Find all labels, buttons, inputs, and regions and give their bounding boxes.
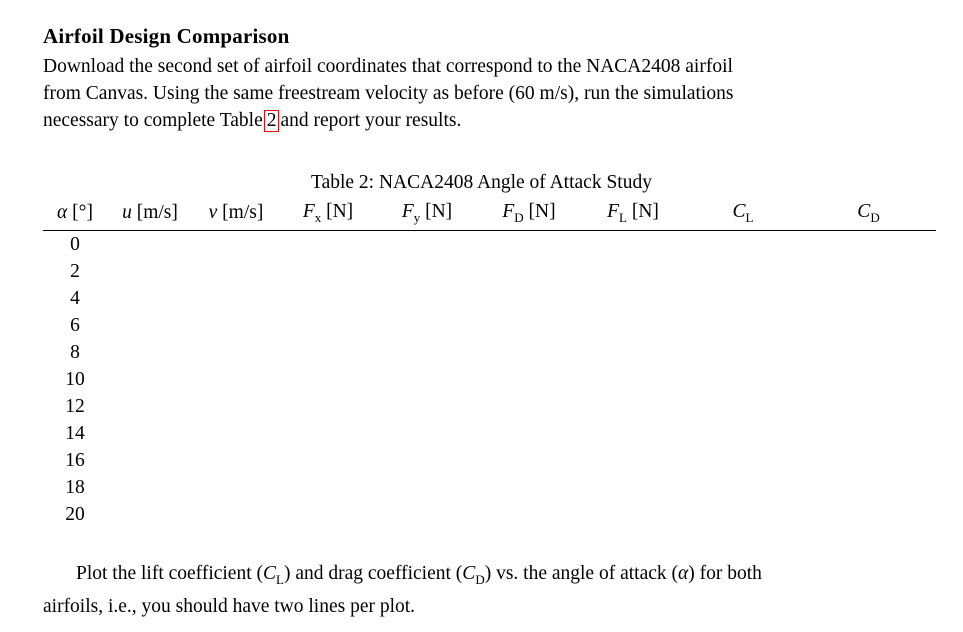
empty-result-cell bbox=[581, 447, 685, 474]
empty-result-cell bbox=[279, 474, 377, 501]
alpha-value-cell: 8 bbox=[70, 342, 80, 363]
empty-result-cell bbox=[581, 474, 685, 501]
header-cl: $C_L$ bbox=[732, 200, 754, 225]
intro-line-2-text: from Canvas. Using the same freestream velocity as before (60 m/s), run the simulations bbox=[43, 83, 734, 104]
empty-result-cell bbox=[377, 447, 477, 474]
empty-result-cell bbox=[685, 474, 801, 501]
empty-result-cell bbox=[279, 258, 377, 285]
table-row bbox=[43, 312, 936, 339]
empty-result-cell bbox=[193, 420, 279, 447]
empty-result-cell bbox=[685, 285, 801, 312]
angle-of-attack-table bbox=[43, 200, 936, 528]
closing-paragraph bbox=[43, 560, 923, 620]
empty-result-cell bbox=[477, 420, 581, 447]
intro-line-1-text: Download the second set of airfoil coordinates that correspond to the NACA2408 airfoil bbox=[43, 56, 733, 77]
empty-result-cell bbox=[477, 231, 581, 259]
header-fy: $F_y$ [N] bbox=[401, 200, 453, 225]
table-caption bbox=[0, 172, 963, 194]
alpha-value-cell: 6 bbox=[70, 315, 80, 336]
alpha-value-cell: 2 bbox=[70, 261, 80, 282]
section-title: Airfoil Design Comparison bbox=[43, 24, 290, 48]
intro-line-3 bbox=[43, 107, 923, 134]
empty-result-cell bbox=[193, 447, 279, 474]
empty-result-cell bbox=[193, 285, 279, 312]
empty-result-cell bbox=[107, 474, 193, 501]
table-row bbox=[43, 501, 936, 528]
empty-result-cell bbox=[685, 447, 801, 474]
empty-result-cell bbox=[107, 366, 193, 393]
intro-line-3-before: necessary to complete Table bbox=[43, 110, 263, 131]
empty-result-cell bbox=[477, 258, 581, 285]
empty-result-cell bbox=[377, 366, 477, 393]
empty-result-cell bbox=[581, 366, 685, 393]
empty-result-cell bbox=[107, 285, 193, 312]
empty-result-cell bbox=[377, 474, 477, 501]
empty-result-cell bbox=[477, 312, 581, 339]
header-alpha: α [°] bbox=[57, 202, 93, 223]
empty-result-cell bbox=[107, 231, 193, 259]
empty-result-cell bbox=[377, 393, 477, 420]
empty-result-cell bbox=[801, 474, 936, 501]
empty-result-cell bbox=[685, 501, 801, 528]
alpha-value-cell: 10 bbox=[65, 369, 85, 390]
empty-result-cell bbox=[193, 366, 279, 393]
empty-result-cell bbox=[377, 420, 477, 447]
empty-result-cell bbox=[685, 420, 801, 447]
header-fl: $F_L$ [N] bbox=[607, 200, 659, 225]
table-row bbox=[43, 231, 936, 259]
empty-result-cell bbox=[581, 393, 685, 420]
header-fd: $F_D$ [N] bbox=[502, 200, 556, 225]
empty-result-cell bbox=[107, 339, 193, 366]
empty-result-cell bbox=[581, 312, 685, 339]
alpha-value-cell: 18 bbox=[65, 477, 85, 498]
empty-result-cell bbox=[685, 258, 801, 285]
empty-result-cell bbox=[477, 366, 581, 393]
table-row bbox=[43, 285, 936, 312]
empty-result-cell bbox=[685, 312, 801, 339]
alpha-value-cell: 12 bbox=[65, 396, 85, 417]
table-row bbox=[43, 339, 936, 366]
empty-result-cell bbox=[477, 339, 581, 366]
intro-line-3-after: and report your results. bbox=[280, 110, 462, 131]
empty-result-cell bbox=[477, 501, 581, 528]
empty-result-cell bbox=[279, 420, 377, 447]
empty-result-cell bbox=[377, 312, 477, 339]
intro-line-1 bbox=[43, 53, 923, 80]
empty-result-cell bbox=[377, 258, 477, 285]
alpha-value-cell: 20 bbox=[65, 504, 85, 525]
empty-result-cell bbox=[801, 285, 936, 312]
table-row bbox=[43, 474, 936, 501]
empty-result-cell bbox=[801, 447, 936, 474]
header-cd: $C_D$ bbox=[857, 200, 880, 225]
table-body bbox=[43, 231, 936, 529]
empty-result-cell bbox=[801, 366, 936, 393]
empty-result-cell bbox=[377, 231, 477, 259]
empty-result-cell bbox=[279, 231, 377, 259]
empty-result-cell bbox=[107, 501, 193, 528]
closing-line-2: airfoils, i.e., you should have two lines per plot. bbox=[43, 595, 416, 617]
empty-result-cell bbox=[279, 393, 377, 420]
table-row bbox=[43, 393, 936, 420]
alpha-value-cell: 0 bbox=[70, 234, 80, 255]
empty-result-cell bbox=[377, 339, 477, 366]
table-row bbox=[43, 258, 936, 285]
empty-result-cell bbox=[581, 258, 685, 285]
empty-result-cell bbox=[477, 393, 581, 420]
empty-result-cell bbox=[801, 420, 936, 447]
header-fx: $F_x$ [N] bbox=[302, 200, 354, 225]
empty-result-cell bbox=[581, 231, 685, 259]
empty-result-cell bbox=[193, 231, 279, 259]
empty-result-cell bbox=[685, 231, 801, 259]
empty-result-cell bbox=[193, 474, 279, 501]
empty-result-cell bbox=[193, 501, 279, 528]
alpha-value-cell: 4 bbox=[70, 288, 80, 309]
empty-result-cell bbox=[107, 447, 193, 474]
empty-result-cell bbox=[477, 285, 581, 312]
table-row bbox=[43, 447, 936, 474]
empty-result-cell bbox=[377, 285, 477, 312]
table-header-row bbox=[43, 200, 936, 231]
intro-line-2 bbox=[43, 80, 923, 107]
empty-result-cell bbox=[581, 285, 685, 312]
empty-result-cell bbox=[801, 393, 936, 420]
empty-result-cell bbox=[193, 339, 279, 366]
empty-result-cell bbox=[107, 258, 193, 285]
empty-result-cell bbox=[279, 312, 377, 339]
closing-line-1-text: Plot the lift coefficient $(C_L)$ and drag coefficient $(C_D)$ vs. the angle of attack (α) for both bbox=[76, 563, 762, 587]
empty-result-cell bbox=[279, 339, 377, 366]
alpha-value-cell: 16 bbox=[65, 450, 85, 471]
empty-result-cell bbox=[581, 420, 685, 447]
empty-result-cell bbox=[477, 474, 581, 501]
empty-result-cell bbox=[279, 366, 377, 393]
empty-result-cell bbox=[193, 312, 279, 339]
empty-result-cell bbox=[801, 501, 936, 528]
empty-result-cell bbox=[377, 501, 477, 528]
header-v: v [m/s] bbox=[208, 202, 264, 223]
alpha-value-cell: 14 bbox=[65, 423, 85, 444]
empty-result-cell bbox=[801, 339, 936, 366]
empty-result-cell bbox=[107, 312, 193, 339]
table-row bbox=[43, 366, 936, 393]
empty-result-cell bbox=[581, 501, 685, 528]
empty-result-cell bbox=[801, 258, 936, 285]
empty-result-cell bbox=[477, 447, 581, 474]
table-row bbox=[43, 420, 936, 447]
empty-result-cell bbox=[193, 393, 279, 420]
empty-result-cell bbox=[581, 339, 685, 366]
empty-result-cell bbox=[279, 447, 377, 474]
table-reference-link[interactable]: 2 bbox=[264, 110, 280, 132]
empty-result-cell bbox=[193, 258, 279, 285]
empty-result-cell bbox=[107, 393, 193, 420]
empty-result-cell bbox=[685, 339, 801, 366]
empty-result-cell bbox=[685, 366, 801, 393]
empty-result-cell bbox=[279, 501, 377, 528]
empty-result-cell bbox=[107, 420, 193, 447]
empty-result-cell bbox=[685, 393, 801, 420]
intro-paragraph bbox=[43, 53, 923, 134]
table-caption-text: Table 2: NACA2408 Angle of Attack Study bbox=[311, 172, 652, 193]
empty-result-cell bbox=[279, 285, 377, 312]
empty-result-cell bbox=[801, 231, 936, 259]
header-u: u [m/s] bbox=[122, 202, 178, 223]
empty-result-cell bbox=[801, 312, 936, 339]
closing-line-1 bbox=[43, 560, 923, 593]
